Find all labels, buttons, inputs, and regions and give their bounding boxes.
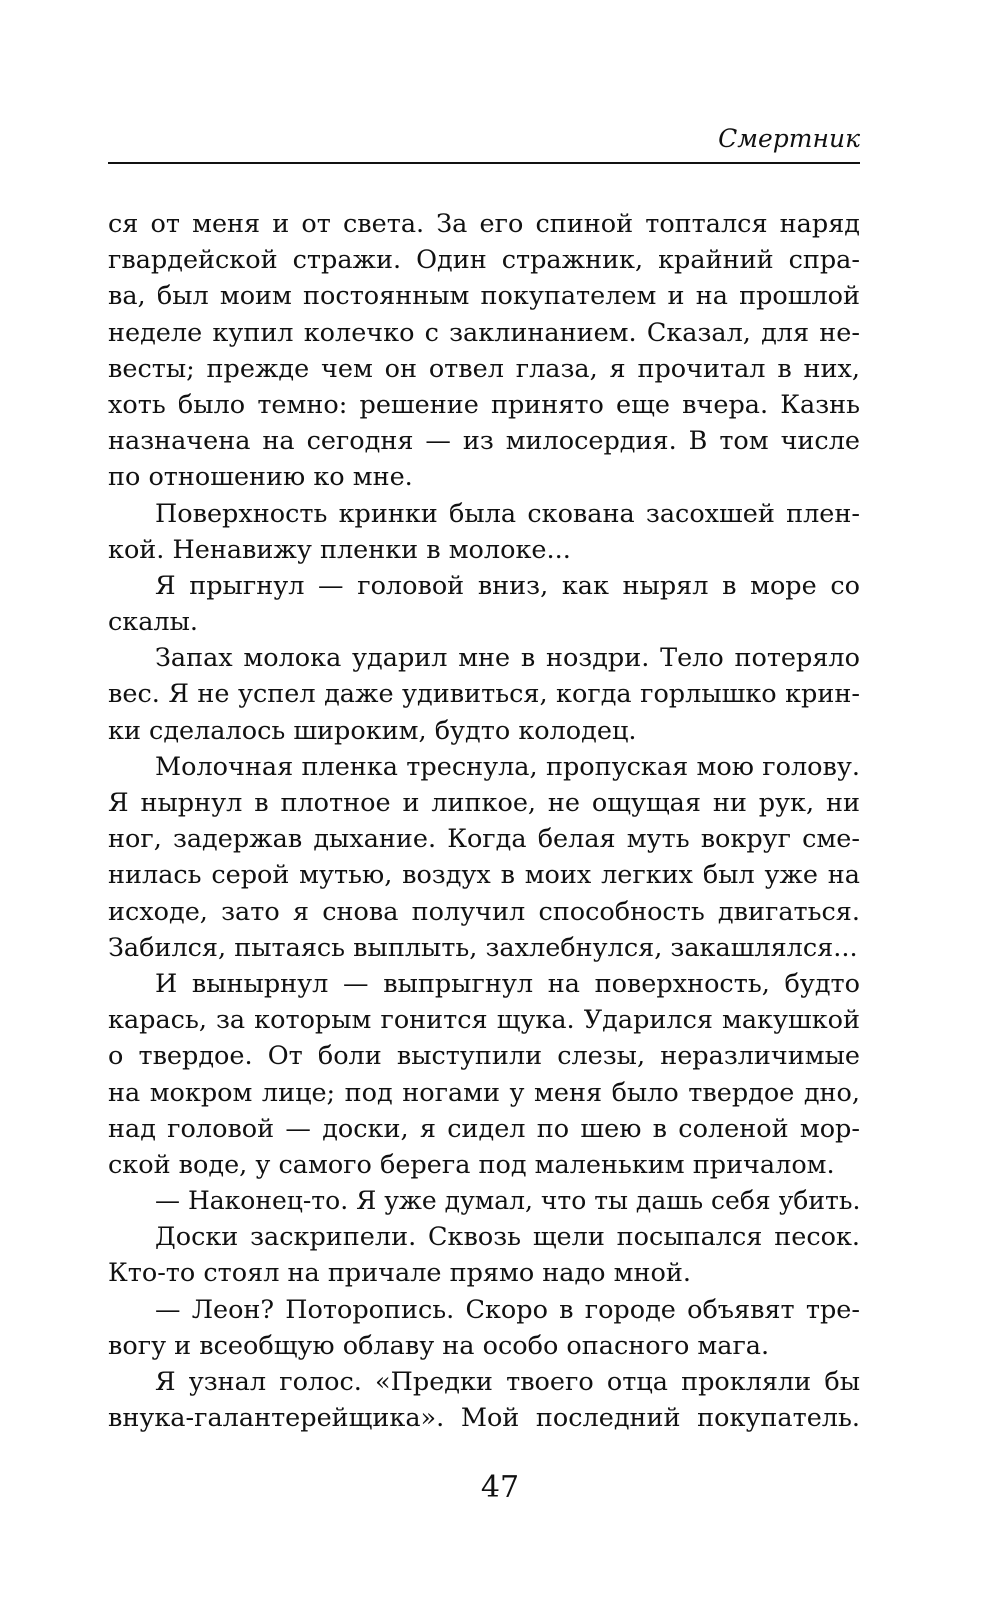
text-line: назначена на сегодня — из милосердия. В том числе	[108, 426, 860, 457]
text-line: Я узнал голос. «Предки твоего отца прокляли бы	[155, 1367, 860, 1397]
text-line: ног, задержав дыхание. Когда белая муть вокруг сме-	[108, 824, 860, 855]
body-text	[108, 206, 860, 1436]
text-line: над головой — доски, я сидел по шею в соленой мор-	[108, 1113, 860, 1144]
text-line: ки сделалось широким, будто колодец.	[108, 715, 637, 746]
text-line: — Наконец-то. Я уже думал, что ты дашь себя убить.	[155, 1186, 860, 1216]
text-line: на мокром лице; под ногами у меня было твердое дно,	[108, 1077, 860, 1108]
text-line: ской воде, у самого берега под маленьким причалом.	[108, 1149, 835, 1180]
running-head: Смертник	[718, 124, 860, 153]
text-line: ся от меня и от света. За его спиной топтался наряд	[108, 209, 860, 239]
text-line: кой. Ненавижу пленки в молоке...	[108, 534, 571, 565]
text-line: о твердое. От боли выступили слезы, неразличимые	[108, 1041, 860, 1072]
text-line: Поверхность кринки была скована засохшей плен-	[155, 498, 860, 529]
header-rule	[108, 162, 860, 164]
text-line: нилась серой мутью, воздух в моих легких был уже на	[108, 860, 860, 891]
text-line: весты; прежде чем он отвел глаза, я прочитал в них,	[108, 353, 860, 384]
text-line: ва, был моим постоянным покупателем и на прошлой	[108, 281, 860, 312]
text-line: гвардейской стражи. Один стражник, крайний спра-	[108, 245, 860, 276]
text-line: Забился, пытаясь выплыть, захлебнулся, закашлялся...	[108, 932, 858, 963]
text-line: — Леон? Поторопись. Скоро в городе объявят тре-	[155, 1294, 860, 1325]
text-line: хоть было темно: решение принято еще вчера. Казнь	[108, 389, 860, 420]
text-line: Я нырнул в плотное и липкое, не ощущая ни рук, ни	[108, 788, 860, 818]
text-line: внука-галантерейщика». Мой последний покупатель.	[108, 1403, 860, 1434]
text-line: Кто-то стоял на причале прямо надо мной.	[108, 1258, 691, 1289]
text-line: Запах молока ударил мне в ноздри. Тело потеряло	[155, 643, 860, 674]
text-line: вес. Я не успел даже удивиться, когда горлышко крин-	[108, 679, 860, 710]
text-line: по отношению ко мне.	[108, 462, 413, 493]
text-line: неделе купил колечко с заклинанием. Сказал, для не-	[108, 317, 860, 348]
text-line: вогу и всеобщую облаву на особо опасного мага.	[108, 1330, 770, 1361]
text-line: И вынырнул — выпрыгнул на поверхность, будто	[155, 968, 860, 999]
text-line: Я прыгнул — головой вниз, как нырял в море со	[155, 570, 860, 601]
text-line: исходе, зато я снова получил способность двигаться.	[108, 896, 860, 927]
text-line: Доски заскрипели. Сквозь щели посыпался песок.	[155, 1222, 860, 1253]
text-line: карась, за которым гонится щука. Ударился макушкой	[108, 1005, 860, 1036]
page-number: 47	[480, 1470, 520, 1505]
text-line: Молочная пленка треснула, пропуская мою голову.	[155, 751, 860, 782]
text-line: скалы.	[108, 607, 199, 638]
